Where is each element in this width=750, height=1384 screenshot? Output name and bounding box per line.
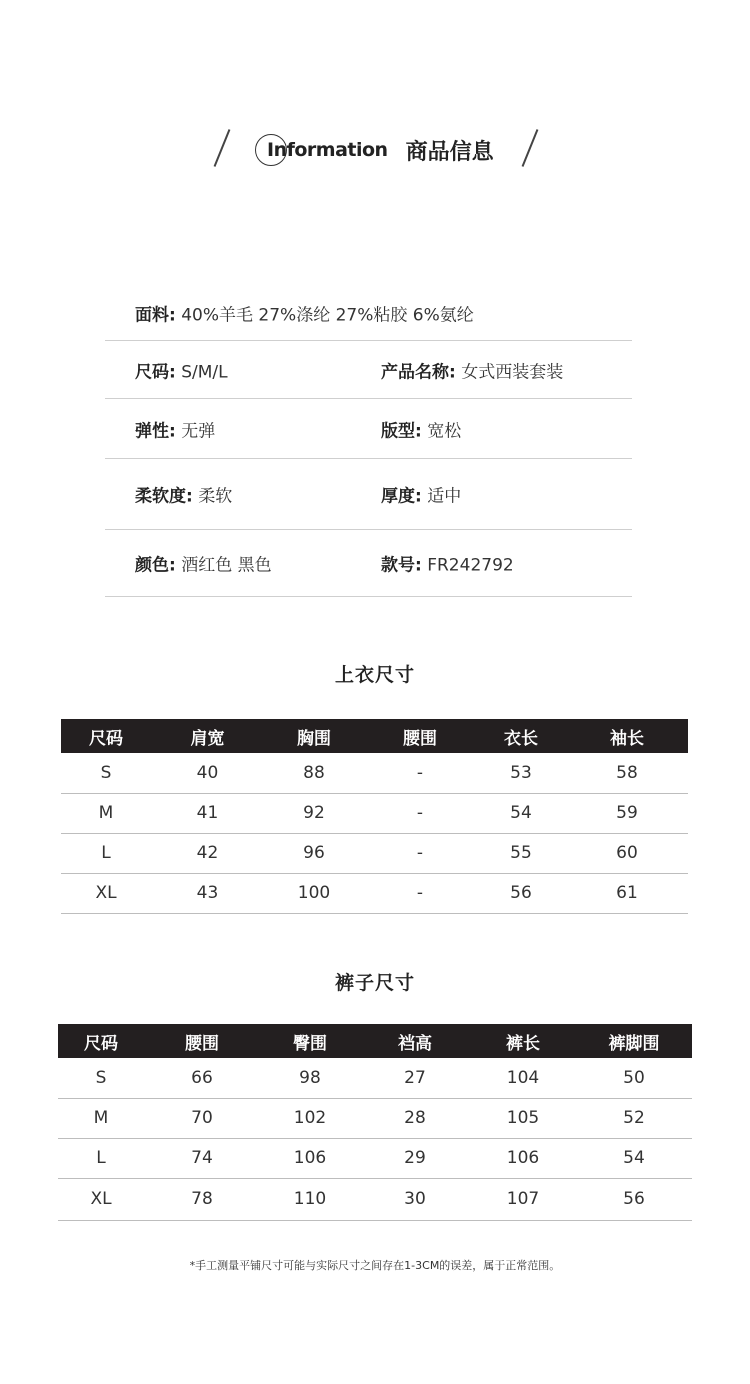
table-row <box>58 1138 692 1178</box>
property-label: 版型: <box>381 421 422 441</box>
column-header: 肩宽 <box>151 719 264 753</box>
property-value: 宽松 <box>427 421 462 441</box>
property-item <box>381 551 514 576</box>
table-cell: S <box>58 1058 144 1098</box>
table-row <box>61 833 688 873</box>
table-cell: 60 <box>566 833 688 873</box>
property-item <box>135 416 215 441</box>
table-cell: M <box>61 793 151 833</box>
table-row <box>58 1058 692 1098</box>
table-cell: 29 <box>360 1138 470 1178</box>
table-cell: 107 <box>470 1178 576 1220</box>
table-cell: 54 <box>576 1138 692 1178</box>
table-row <box>61 753 688 793</box>
property-label: 柔软度: <box>135 486 193 507</box>
column-header: 裤脚围 <box>576 1024 692 1058</box>
table-cell: 42 <box>151 833 264 873</box>
table-cell: 104 <box>470 1058 576 1098</box>
property-item <box>381 416 461 441</box>
table-cell: S <box>61 753 151 793</box>
table-cell: 88 <box>264 753 364 793</box>
table-cell: 52 <box>576 1098 692 1138</box>
decorative-slash-left <box>214 129 231 167</box>
table-cell: L <box>58 1138 144 1178</box>
property-item <box>135 482 232 507</box>
property-label: 产品名称: <box>381 362 456 382</box>
top-size-table <box>61 719 688 914</box>
pants-size-table <box>58 1024 692 1221</box>
column-header: 臀围 <box>260 1024 360 1058</box>
table-row <box>58 1098 692 1138</box>
table-cell: 41 <box>151 793 264 833</box>
table-cell: 27 <box>360 1058 470 1098</box>
table-cell: 54 <box>476 793 566 833</box>
column-header: 裤长 <box>470 1024 576 1058</box>
pants-size-title: 裤子尺寸 <box>334 972 415 994</box>
table-cell: 43 <box>151 873 264 913</box>
property-value: 40%羊毛 27%涤纶 27%粘胶 6%氨纶 <box>181 305 474 326</box>
property-value: 柔软 <box>198 486 233 507</box>
table-cell: 92 <box>264 793 364 833</box>
table-cell: 70 <box>144 1098 260 1138</box>
table-cell: 66 <box>144 1058 260 1098</box>
property-label: 颜色: <box>135 555 176 576</box>
table-cell: 110 <box>260 1178 360 1220</box>
property-value: S/M/L <box>181 362 228 382</box>
property-value: 酒红色 黑色 <box>181 555 272 576</box>
property-label: 弹性: <box>135 421 176 441</box>
table-cell: - <box>364 873 476 913</box>
property-label: 面料: <box>135 305 176 326</box>
property-row <box>105 286 632 341</box>
table-cell: 56 <box>476 873 566 913</box>
column-header: 裆高 <box>360 1024 470 1058</box>
column-header: 胸围 <box>264 719 364 753</box>
property-row <box>105 459 632 530</box>
property-row <box>105 530 632 597</box>
table-cell: 61 <box>566 873 688 913</box>
table-cell: - <box>364 753 476 793</box>
header-title-en: Information <box>267 139 388 161</box>
top-size-title: 上衣尺寸 <box>334 664 415 686</box>
table-cell: L <box>61 833 151 873</box>
table-cell: 40 <box>151 753 264 793</box>
table-cell: XL <box>58 1178 144 1220</box>
table-row <box>61 873 688 913</box>
table-cell: - <box>364 793 476 833</box>
property-item <box>381 482 461 507</box>
table-cell: 59 <box>566 793 688 833</box>
property-value: 女式西装套装 <box>461 362 564 382</box>
column-header: 腰围 <box>364 719 476 753</box>
table-header-row <box>61 719 688 753</box>
table-cell: 78 <box>144 1178 260 1220</box>
property-row <box>105 399 632 459</box>
property-item <box>135 357 228 382</box>
table-cell: 28 <box>360 1098 470 1138</box>
property-label: 尺码: <box>135 362 176 382</box>
property-item <box>135 551 272 576</box>
table-cell: 50 <box>576 1058 692 1098</box>
property-row <box>105 341 632 399</box>
column-header: 腰围 <box>144 1024 260 1058</box>
table-cell: 100 <box>264 873 364 913</box>
property-label: 款号: <box>381 555 422 576</box>
table-cell: 96 <box>264 833 364 873</box>
table-cell: - <box>364 833 476 873</box>
measurement-note: *手工测量平铺尺寸可能与实际尺寸之间存在1-3CM的误差，属于正常范围。 <box>189 1259 561 1272</box>
property-item <box>135 301 474 326</box>
decorative-slash-right <box>522 129 539 167</box>
table-cell: 58 <box>566 753 688 793</box>
property-value: FR242792 <box>427 555 514 576</box>
table-cell: 74 <box>144 1138 260 1178</box>
table-cell: 30 <box>360 1178 470 1220</box>
property-value: 无弹 <box>181 421 216 441</box>
table-cell: 102 <box>260 1098 360 1138</box>
table-header-row <box>58 1024 692 1058</box>
table-cell: 56 <box>576 1178 692 1220</box>
table-cell: 53 <box>476 753 566 793</box>
table-cell: M <box>58 1098 144 1138</box>
property-item <box>381 357 563 382</box>
table-cell: XL <box>61 873 151 913</box>
header-title-cn: 商品信息 <box>405 139 494 165</box>
property-value: 适中 <box>427 486 462 507</box>
table-row <box>58 1178 692 1220</box>
table-cell: 98 <box>260 1058 360 1098</box>
table-row <box>61 793 688 833</box>
section-header <box>255 132 494 168</box>
table-cell: 106 <box>470 1138 576 1178</box>
column-header: 尺码 <box>61 719 151 753</box>
product-properties <box>105 286 632 597</box>
table-cell: 105 <box>470 1098 576 1138</box>
property-label: 厚度: <box>381 486 422 507</box>
column-header: 袖长 <box>566 719 688 753</box>
table-cell: 55 <box>476 833 566 873</box>
table-cell: 106 <box>260 1138 360 1178</box>
column-header: 尺码 <box>58 1024 144 1058</box>
column-header: 衣长 <box>476 719 566 753</box>
